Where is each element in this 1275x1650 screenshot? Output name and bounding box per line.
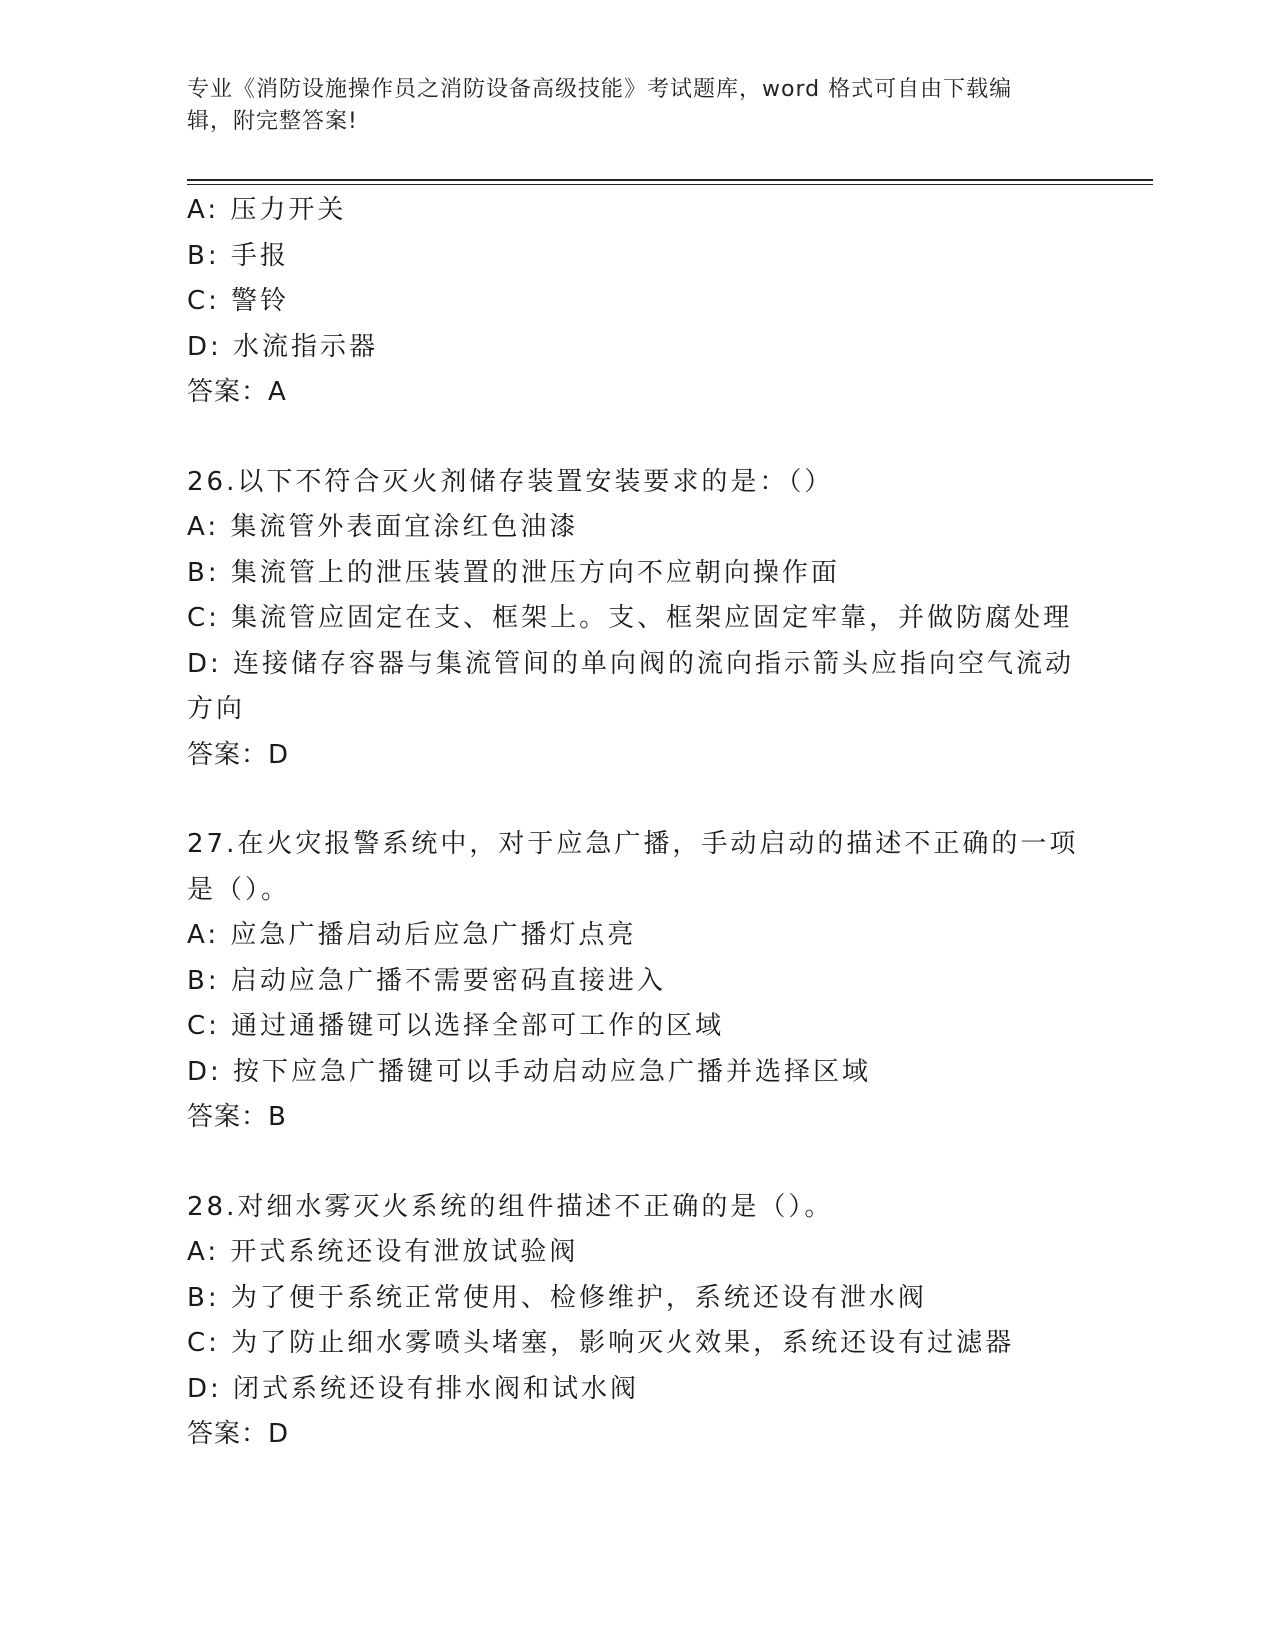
option-d: D: 闭式系统还设有排水阀和试水阀 [187,1373,640,1404]
document-body [187,188,1087,1458]
option-b: B: 启动应急广播不需要密码直接进入 [187,965,666,996]
spacer [187,1141,1087,1185]
question-text: 28.对细水雾灭火系统的组件描述不正确的是（）。 [187,1191,834,1222]
option-a: A: 集流管外表面宜涂红色油漆 [187,512,579,542]
option-b: B: 手报 [187,240,289,271]
question-text-continued: 是（）。 [187,874,291,905]
option-c: C: 通过通播键可以选择全部可工作的区域 [187,1011,725,1041]
answer: 答案：D [187,1419,290,1449]
document-header [187,74,1067,138]
option-c: C: 警铃 [187,286,290,316]
answer: 答案：B [187,1102,287,1132]
option-d: D: 连接储存容器与集流管间的单向阀的流向指示箭头应指向空气流动 [187,648,1075,679]
option-d-continued: 方向 [187,694,246,724]
answer: 答案：D [187,739,290,770]
header-divider-thin [187,184,1153,185]
header-line-2: 辑，附完整答案! [187,109,358,134]
option-a: A: 应急广播启动后应急广播灯点亮 [187,920,637,950]
spacer [187,778,1087,822]
header-line-1: 专业《消防设施操作员之消防设备高级技能》考试题库，word 格式可自由下载编 [187,77,1013,102]
question-28 [187,1185,1087,1458]
option-d: D: 按下应急广播键可以手动启动应急广播并选择区域 [187,1056,872,1087]
answer: 答案：A [187,377,287,407]
option-c: C: 集流管应固定在支、框架上。支、框架应固定牢靠，并做防腐处理 [187,603,1073,633]
spacer [187,416,1087,460]
option-b: B: 为了便于系统正常使用、检修维护，系统还设有泄水阀 [187,1282,927,1313]
option-a: A: 开式系统还设有泄放试验阀 [187,1237,579,1267]
question-25 [187,188,1087,416]
question-text: 26.以下不符合灭火剂储存装置安装要求的是：（） [187,466,834,497]
question-26 [187,460,1087,779]
header-divider-thick [187,179,1153,181]
option-a: A: 压力开关 [187,195,347,225]
option-d: D: 水流指示器 [187,331,379,362]
option-b: B: 集流管上的泄压装置的泄压方向不应朝向操作面 [187,557,840,588]
question-text: 27.在火灾报警系统中，对于应急广播，手动启动的描述不正确的一项 [187,829,1079,859]
option-c: C: 为了防止细水雾喷头堵塞，影响灭火效果，系统还设有过滤器 [187,1328,1015,1358]
question-27 [187,822,1087,1141]
